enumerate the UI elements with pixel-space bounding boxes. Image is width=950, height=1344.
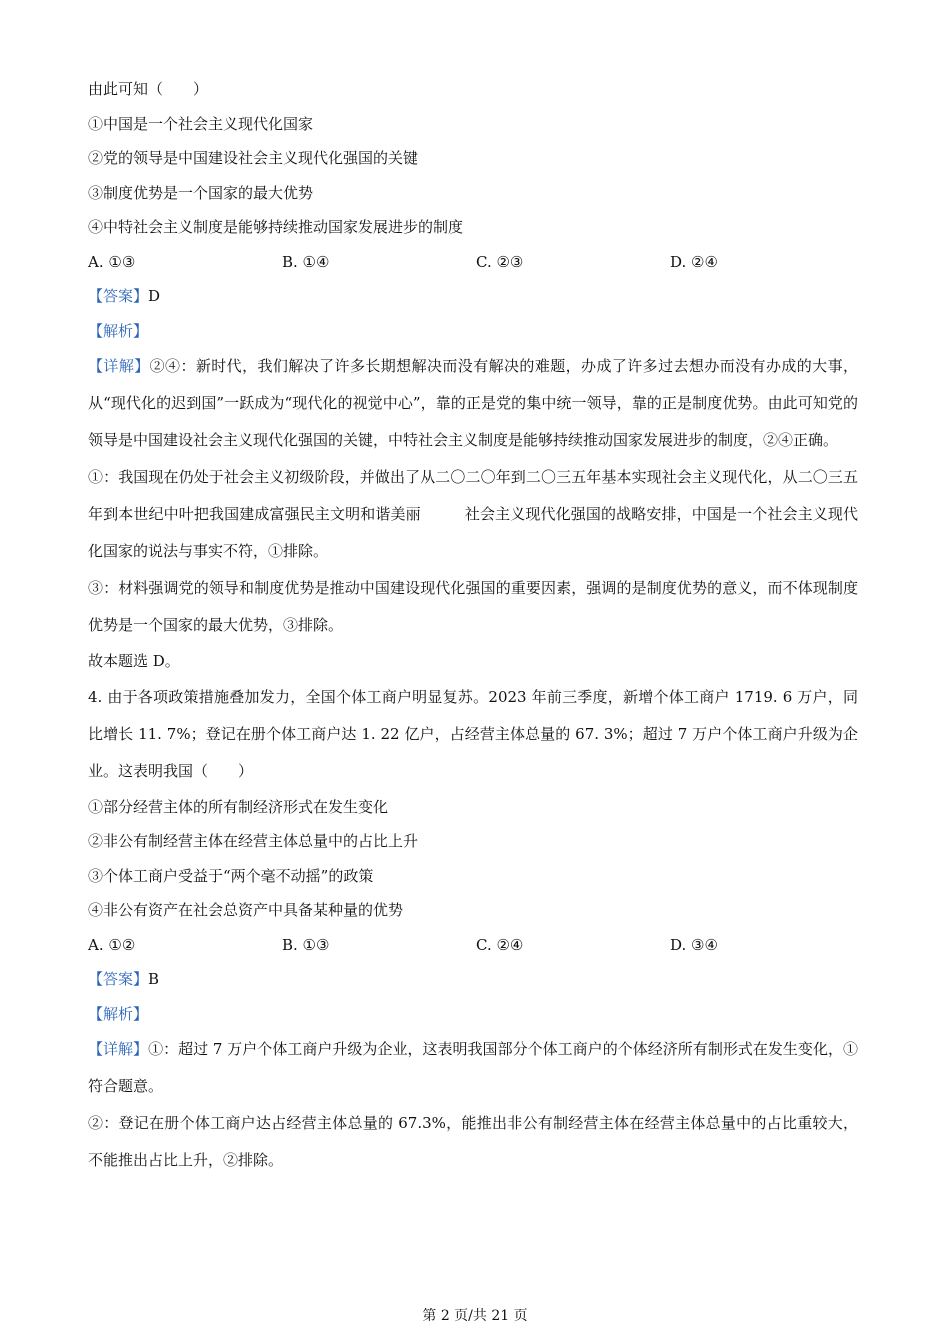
q3-option-a: A. ①③: [88, 252, 136, 271]
q3-detail-1: [88, 348, 858, 459]
q3-answer: [88, 279, 868, 314]
page-number: 第 2 页/共 21 页: [422, 1308, 528, 1324]
q3-item-4: ④中特社会主义制度是能够持续推动国家发展进步的制度: [88, 218, 464, 236]
q4-item-2: ②非公有制经营主体在经营主体总量中的占比上升: [88, 832, 419, 850]
q4-answer: [88, 962, 868, 997]
q3-stem: 由此可知（ ）: [88, 80, 209, 98]
detail-text: ①：超过 7 万户个体工商户升级为企业，这表明我国部分个体工商户的个体经济所有制形式在发生变化，①符合题意。: [88, 1040, 858, 1095]
analysis-tag: 【解析】: [88, 1004, 149, 1023]
detail-tag: 【详解】: [88, 1040, 149, 1058]
q3-option-c: C. ②③: [476, 252, 524, 271]
q4-item-4: ④非公有资产在社会总资产中具备某种量的优势: [88, 901, 404, 919]
q3-options: [88, 245, 868, 280]
q4-options: [88, 928, 868, 963]
q4-option-c: C. ②④: [476, 935, 524, 954]
q4-stem: 4. 由于各项政策措施叠加发力，全国个体工商户明显复苏。2023 年前三季度，新增个体工商户 1719. 6 万户，同比增长 11. 7%；登记在册个体工商户达 1. 22 亿户，占经营主体总量的 67. 3%；超过 7 万户个体工商户升级为企业。这表明我国（ ）: [88, 687, 858, 780]
detail-text-part-1: ①：我国现在仍处于社会主义初级阶段，并做出了从二〇二〇年到二〇三五年基本实现社会主义现代化，从二〇三五年到本世纪中叶把我国建成富强民主文明和谐美丽: [88, 468, 858, 523]
q3-option-d: D. ②④: [670, 252, 718, 271]
answer-tag: 【答案】: [88, 287, 149, 305]
q4-option-a: A. ①②: [88, 935, 136, 954]
q3-detail-3: ③：材料强调党的领导和制度优势是推动中国建设现代化强国的重要因素，强调的是制度优势的意义，而不体现制度优势是一个国家的最大优势，③排除。: [88, 579, 858, 634]
q4-option-d: D. ③④: [670, 935, 718, 954]
q4-item-3: ③个体工商户受益于“两个毫不动摇”的政策: [88, 866, 374, 885]
analysis-tag: 【解析】: [88, 321, 149, 340]
q3-analysis-heading: [88, 314, 868, 349]
q4-item-1: ①部分经营主体的所有制经济形式在发生变化: [88, 797, 389, 816]
q3-item-2: ②党的领导是中国建设社会主义现代化强国的关键: [88, 149, 419, 167]
detail-tag: 【详解】: [88, 357, 150, 375]
q3-conclusion: 故本题选 D。: [88, 652, 180, 670]
q4-detail-2: ②：登记在册个体工商户达占经营主体总量的 67.3%，能推出非公有制经营主体在经营主体总量中的占比重较大，不能推出占比上升，②排除。: [88, 1114, 858, 1169]
answer-tag: 【答案】: [88, 970, 149, 988]
q3-detail-2: [88, 459, 858, 570]
q3-item-1: ①中国是一个社会主义现代化国家: [88, 114, 314, 133]
q3-option-b: B. ①④: [282, 252, 330, 271]
answer-value: D: [148, 287, 161, 305]
detail-text: ②④：新时代，我们解决了许多长期想解决而没有解决的难题，办成了许多过去想办而没有办成的大事，从“现代化的迟到国”一跃成为“现代化的视觉中心”，靠的正是党的集中统一领导，靠的正是制度优势。由此可知党的领导是中国建设社会主义现代化强国的关键，中特社会主义制度是能够持续推动国家发展进步的制度，②④正确。: [88, 357, 858, 449]
document-page: [88, 72, 868, 1179]
q4-option-b: B. ①③: [282, 935, 330, 954]
q4-analysis-heading: [88, 997, 868, 1032]
detail-text-part-2: 社会主义现代化强国的战略安排，中国是一个社会主义现代化国家的说法与事实不符，①排除。: [88, 505, 858, 560]
answer-value: B: [148, 970, 160, 988]
q3-item-3: ③制度优势是一个国家的最大优势: [88, 183, 314, 202]
q4-detail-1: [88, 1031, 858, 1105]
